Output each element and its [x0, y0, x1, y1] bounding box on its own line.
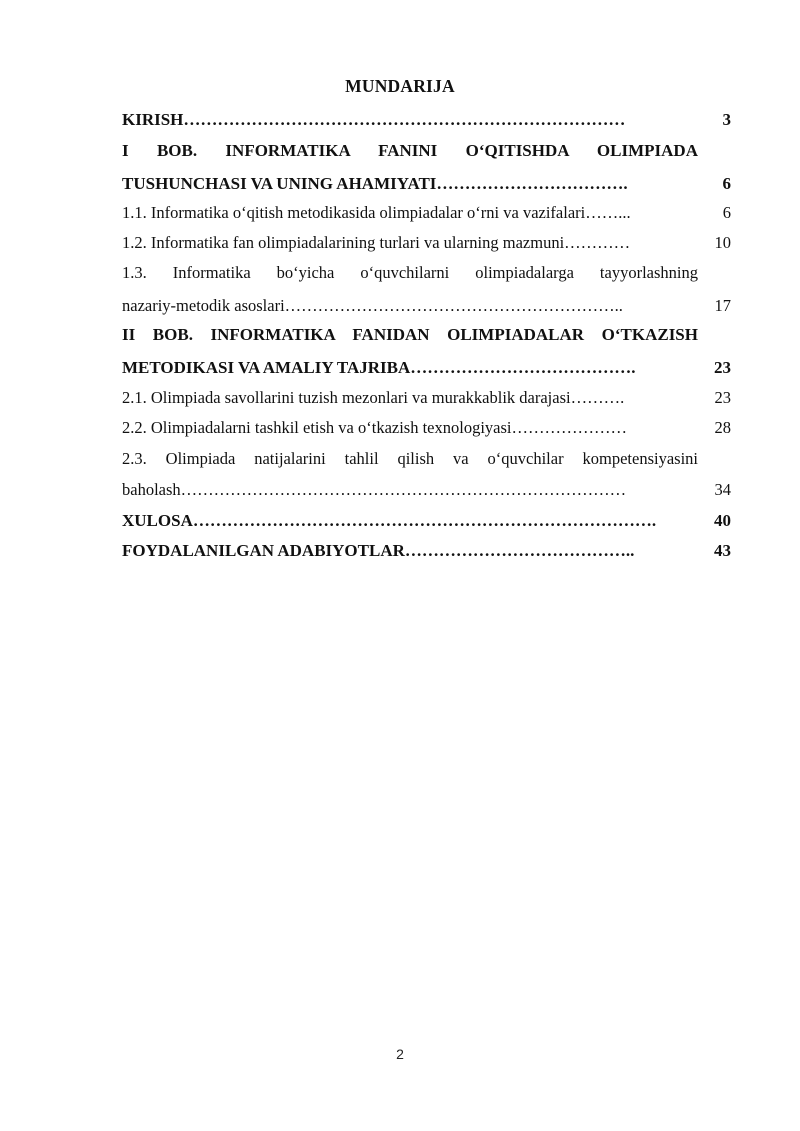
page-number: 2 — [396, 1046, 404, 1062]
toc-entry-page: 23 — [714, 388, 731, 407]
toc-entry-references — [122, 536, 734, 566]
toc-entry-page: 23 — [714, 358, 731, 377]
toc-entry-kirish — [122, 105, 734, 135]
toc-entry-chapter-2-line-1 — [122, 320, 734, 350]
toc-entry-2-1 — [122, 383, 734, 413]
toc-entry-text: baholash……………………………………………………………………… — [122, 480, 627, 499]
toc-entry-2-3-line-2 — [122, 475, 734, 505]
toc-entry-text: 2.3. Olimpiada natijalarini tahlil qilish va o‘quvchilar kompetensiyasini — [122, 449, 698, 468]
toc-entry-text: 1.2. Informatika fan olimpiadalarining turlari va ularning mazmuni………… — [122, 233, 631, 252]
toc-entry-text: 1.1. Informatika o‘qitish metodikasida olimpiadalar o‘rni va vazifalari……... — [122, 203, 631, 222]
toc-entry-chapter-1-line-2 — [122, 169, 734, 199]
toc-entry-text: 1.3. Informatika bo‘yicha o‘quvchilarni olimpiadalarga tayyorlashning — [122, 263, 698, 282]
toc-entry-chapter-2-line-2 — [122, 353, 734, 383]
toc-entry-text: II BOB. INFORMATIKA FANIDAN OLIMPIADALAR O‘TKAZISH — [122, 325, 698, 344]
toc-entry-page: 40 — [714, 511, 731, 530]
toc-entry-2-2 — [122, 413, 734, 443]
toc-entry-page: 34 — [714, 480, 731, 499]
toc-entry-1-1 — [122, 198, 734, 228]
toc-entry-1-3-line-2 — [122, 291, 734, 321]
toc-entry-1-2 — [122, 228, 734, 258]
toc-entry-text: nazariy-metodik asoslari…………………………………………………….. — [122, 296, 623, 315]
toc-entry-page: 6 — [722, 174, 731, 193]
toc-entry-text: KIRISH…………………………………………………………………… — [122, 110, 626, 129]
toc-entry-page: 3 — [722, 110, 731, 129]
toc-entry-text: FOYDALANILGAN ADABIYOTLAR………………………………….. — [122, 541, 635, 560]
toc-entry-text: 2.2. Olimpiadalarni tashkil etish va o‘tkazish texnologiyasi………………… — [122, 418, 628, 437]
toc-title: MUNDARIJA — [345, 76, 455, 96]
toc-entry-page: 28 — [714, 418, 731, 437]
toc-entry-text: 2.1. Olimpiada savollarini tuzish mezonlari va murakkablik darajasi………. — [122, 388, 625, 407]
toc-entry-page: 17 — [714, 296, 731, 315]
toc-entry-page: 43 — [714, 541, 731, 560]
toc-entry-page: 6 — [722, 203, 731, 222]
toc-entry-text: I BOB. INFORMATIKA FANINI O‘QITISHDA OLIMPIADA — [122, 141, 698, 160]
toc-entry-xulosa — [122, 506, 734, 536]
toc-entry-page: 10 — [714, 233, 731, 252]
toc-entry-text: TUSHUNCHASI VA UNING AHAMIYATI……………………………. — [122, 174, 628, 193]
toc-entry-chapter-1-line-1 — [122, 136, 734, 166]
toc-entry-text: METODIKASI VA AMALIY TAJRIBA…………………………………. — [122, 358, 636, 377]
toc-entry-2-3-line-1 — [122, 444, 734, 474]
toc-entry-text: XULOSA………………………………………………………………………. — [122, 511, 657, 530]
toc-entry-1-3-line-1 — [122, 258, 734, 288]
